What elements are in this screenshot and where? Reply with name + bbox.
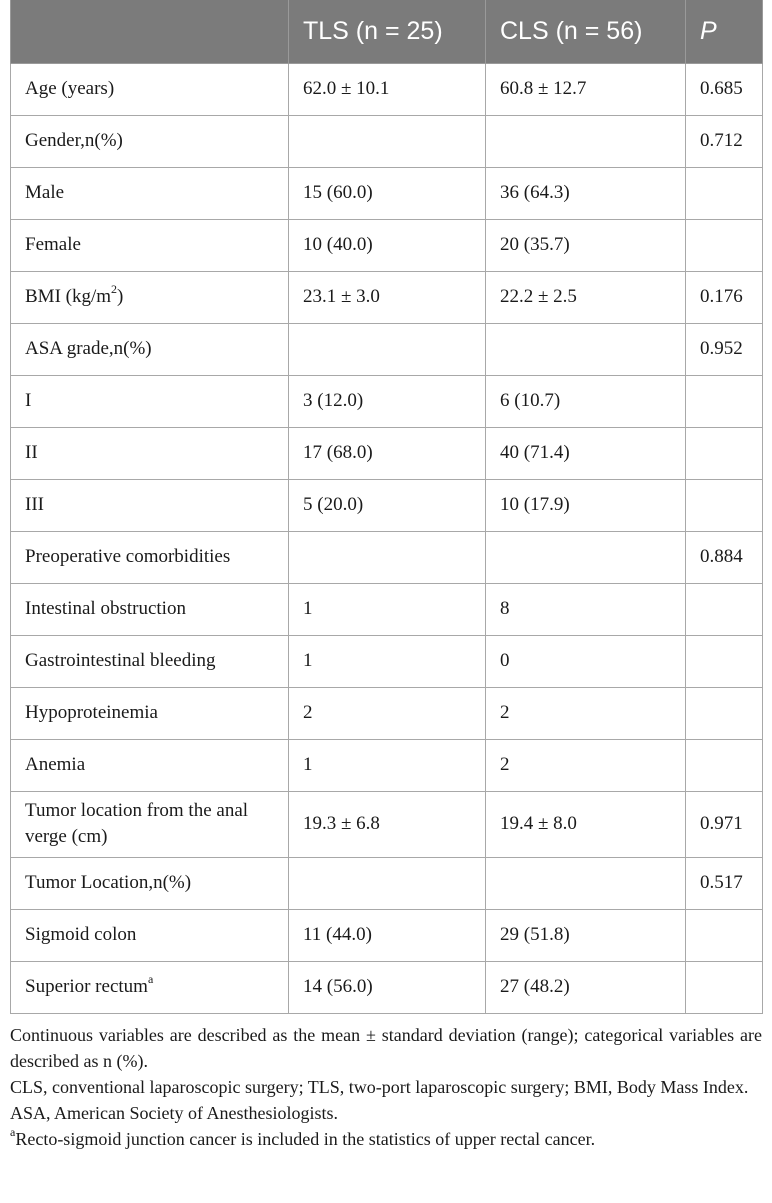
cell-tls: 10 (40.0) — [289, 219, 486, 271]
row-label: Tumor location from the anal verge (cm) — [11, 791, 289, 857]
row-label-suffix: ) — [117, 286, 124, 307]
header-variable — [11, 0, 289, 63]
header-cls: CLS (n = 56) — [486, 0, 686, 63]
cell-cls — [486, 323, 686, 375]
table-row — [11, 219, 763, 271]
cell-cls: 40 (71.4) — [486, 427, 686, 479]
row-label: I — [11, 375, 289, 427]
cell-tls: 11 (44.0) — [289, 909, 486, 961]
cell-cls — [486, 857, 686, 909]
cell-p — [686, 961, 763, 1013]
cell-cls: 0 — [486, 635, 686, 687]
row-label: Female — [11, 219, 289, 271]
cell-tls — [289, 531, 486, 583]
table-row — [11, 961, 763, 1013]
table-row — [11, 479, 763, 531]
footnote-asa: ASA, American Society of Anesthesiologists. — [10, 1102, 338, 1123]
cell-tls: 15 (60.0) — [289, 167, 486, 219]
row-label: Male — [11, 167, 289, 219]
footnote-a-marker: a — [10, 1124, 16, 1139]
cell-cls: 20 (35.7) — [486, 219, 686, 271]
cell-p — [686, 479, 763, 531]
cell-p — [686, 635, 763, 687]
table-row — [11, 115, 763, 167]
row-label: Anemia — [11, 739, 289, 791]
cell-cls: 22.2 ± 2.5 — [486, 271, 686, 323]
table-header-row — [11, 0, 763, 63]
table-row — [11, 635, 763, 687]
table-row — [11, 63, 763, 115]
row-label: Gender,n(%) — [11, 115, 289, 167]
row-label-text: Superior rectum — [25, 976, 148, 997]
table-row — [11, 687, 763, 739]
cell-tls: 5 (20.0) — [289, 479, 486, 531]
cell-tls: 23.1 ± 3.0 — [289, 271, 486, 323]
cell-tls: 3 (12.0) — [289, 375, 486, 427]
row-label: III — [11, 479, 289, 531]
cell-tls: 1 — [289, 583, 486, 635]
cell-cls: 60.8 ± 12.7 — [486, 63, 686, 115]
table-row — [11, 791, 763, 857]
cell-p: 0.712 — [686, 115, 763, 167]
table-row — [11, 167, 763, 219]
header-p-value: P — [686, 0, 763, 63]
table-footnotes — [10, 1022, 762, 1152]
table-row — [11, 531, 763, 583]
table-row — [11, 375, 763, 427]
cell-tls — [289, 323, 486, 375]
cell-p — [686, 427, 763, 479]
table-row — [11, 323, 763, 375]
cell-p — [686, 687, 763, 739]
cell-p — [686, 167, 763, 219]
cell-cls: 10 (17.9) — [486, 479, 686, 531]
header-tls: TLS (n = 25) — [289, 0, 486, 63]
cell-tls: 2 — [289, 687, 486, 739]
row-label: ASA grade,n(%) — [11, 323, 289, 375]
row-label: Preoperative comorbidities — [11, 531, 289, 583]
table-row — [11, 739, 763, 791]
cell-cls: 8 — [486, 583, 686, 635]
table-row — [11, 271, 763, 323]
row-label: Tumor Location,n(%) — [11, 857, 289, 909]
cell-tls: 19.3 ± 6.8 — [289, 791, 486, 857]
cell-tls: 1 — [289, 635, 486, 687]
cell-cls — [486, 531, 686, 583]
cell-cls: 2 — [486, 687, 686, 739]
cell-tls: 17 (68.0) — [289, 427, 486, 479]
cell-cls: 36 (64.3) — [486, 167, 686, 219]
table-row — [11, 857, 763, 909]
cell-cls: 2 — [486, 739, 686, 791]
table-figure — [10, 0, 762, 1152]
cell-p: 0.685 — [686, 63, 763, 115]
cell-p — [686, 375, 763, 427]
baseline-characteristics-table — [10, 0, 763, 1014]
table-row — [11, 583, 763, 635]
cell-cls: 6 (10.7) — [486, 375, 686, 427]
footnote-statistics: Continuous variables are described as the mean ± standard deviation (range); categorical variables are described as n (%). — [10, 1024, 762, 1071]
row-label-superscript: a — [147, 971, 154, 986]
cell-cls: 27 (48.2) — [486, 961, 686, 1013]
cell-p — [686, 219, 763, 271]
row-label — [11, 271, 289, 323]
cell-cls — [486, 115, 686, 167]
cell-tls: 1 — [289, 739, 486, 791]
table-row — [11, 909, 763, 961]
cell-cls: 29 (51.8) — [486, 909, 686, 961]
cell-tls — [289, 115, 486, 167]
table-row — [11, 427, 763, 479]
row-label: Sigmoid colon — [11, 909, 289, 961]
footnote-a-text: Recto-sigmoid junction cancer is included in the statistics of upper rectal cancer. — [15, 1128, 596, 1149]
cell-p: 0.176 — [686, 271, 763, 323]
footnote-a — [10, 1126, 762, 1152]
row-label: Age (years) — [11, 63, 289, 115]
cell-p: 0.884 — [686, 531, 763, 583]
cell-p: 0.971 — [686, 791, 763, 857]
cell-p: 0.517 — [686, 857, 763, 909]
footnote-abbreviations: CLS, conventional laparoscopic surgery; TLS, two-port laparoscopic surgery; BMI, Body Mass Index. — [10, 1076, 749, 1097]
cell-p — [686, 739, 763, 791]
row-label-superscript: 2 — [111, 281, 118, 296]
row-label: Intestinal obstruction — [11, 583, 289, 635]
row-label-text: BMI (kg/m — [25, 286, 112, 307]
cell-p — [686, 583, 763, 635]
row-label: Gastrointestinal bleeding — [11, 635, 289, 687]
cell-tls: 14 (56.0) — [289, 961, 486, 1013]
cell-tls — [289, 857, 486, 909]
cell-cls: 19.4 ± 8.0 — [486, 791, 686, 857]
row-label — [11, 961, 289, 1013]
row-label: II — [11, 427, 289, 479]
cell-p: 0.952 — [686, 323, 763, 375]
cell-tls: 62.0 ± 10.1 — [289, 63, 486, 115]
cell-p — [686, 909, 763, 961]
row-label: Hypoproteinemia — [11, 687, 289, 739]
